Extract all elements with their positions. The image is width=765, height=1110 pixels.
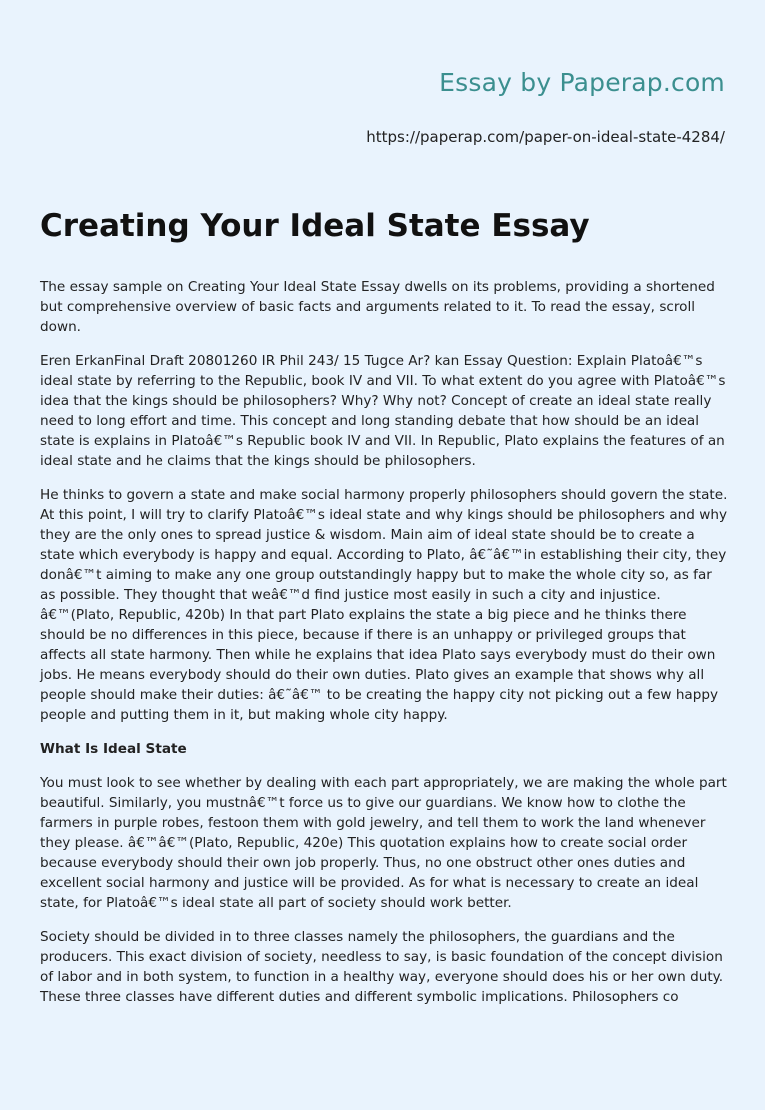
body-paragraph-4: Society should be divided in to three classes namely the philosophers, the guardians and the producers. This exact division of society, needless to say, is basic foundation of the concept division of labor and in both system, to function in a healthy way, everyone should does his or her own duty. These three classes have different duties and different symbolic implications. Philosophers co xyxy=(40,929,724,1005)
body-paragraph-1: Eren ErkanFinal Draft 20801260 IR Phil 243/ 15 Tugce Ar? kan Essay Question: Explain Platoâ€™s ideal state by referring to the Republic, book IV and VII. To what extent do you agree with Platoâ€™s idea that the kings should be philosophers? Why? Why not? Concept of create an ideal state really need to long effort and time. This concept and long standing debate that how should be an ideal state is explains in Platoâ€™s Republic book IV and VII. In Republic, Plato explains the features of an ideal state and he claims that the kings should be philosophers. xyxy=(40,353,726,469)
site-brand[interactable]: Essay by Paperap.com xyxy=(439,68,725,97)
essay-body xyxy=(40,277,728,1021)
page-title: Creating Your Ideal State Essay xyxy=(40,208,590,244)
body-paragraph-3: You must look to see whether by dealing with each part appropriately, we are making the whole part beautiful. Similarly, you mustnâ€™t force us to give our guardians. We know how to clothe the farmers in purple robes, festoon them with gold jewelry, and tell them to work the land whenever they please. â€™â€™(Plato, Republic, 420e) This quotation explains how to create social order because everybody should their own job properly. Thus, no one obstruct other ones duties and excellent social harmony and justice will be provided. As for what is necessary to create an ideal state, for Platoâ€™s ideal state all part of society should work better. xyxy=(40,775,727,911)
body-paragraph-2: He thinks to govern a state and make social harmony properly philosophers should govern the state. At this point, I will try to clarify Platoâ€™s ideal state and why kings should be philosophers and why they are the only ones to spread justice & wisdom. Main aim of ideal state should be to create a state which everybody is happy and equal. According to Plato, â€˜â€™in establishing their city, they donâ€™t aiming to make any one group outstandingly happy but to make the whole city so, as far as possible. They thought that weâ€™d find justice most easily in such a city and injustice. â€™(Plato, Republic, 420b) In that part Plato explains the state a big piece and he thinks there should be no differences in this piece, because if there is an unhappy or privileged groups that affects all state harmony. Then while he explains that idea Plato says everybody must do their own jobs. He means everybody should do their own duties. Plato gives an example that shows why all people should make their duties: â€˜â€™ to be creating the happy city not picking out a few happy people and putting them in it, but making whole city happy. xyxy=(40,487,728,723)
section-subheading: What Is Ideal State xyxy=(40,741,187,757)
source-url[interactable]: https://paperap.com/paper-on-ideal-state-4284/ xyxy=(366,128,725,146)
intro-paragraph: The essay sample on Creating Your Ideal State Essay dwells on its problems, providing a shortened but comprehensive overview of basic facts and arguments related to it. To read the essay, scroll down. xyxy=(40,279,715,335)
